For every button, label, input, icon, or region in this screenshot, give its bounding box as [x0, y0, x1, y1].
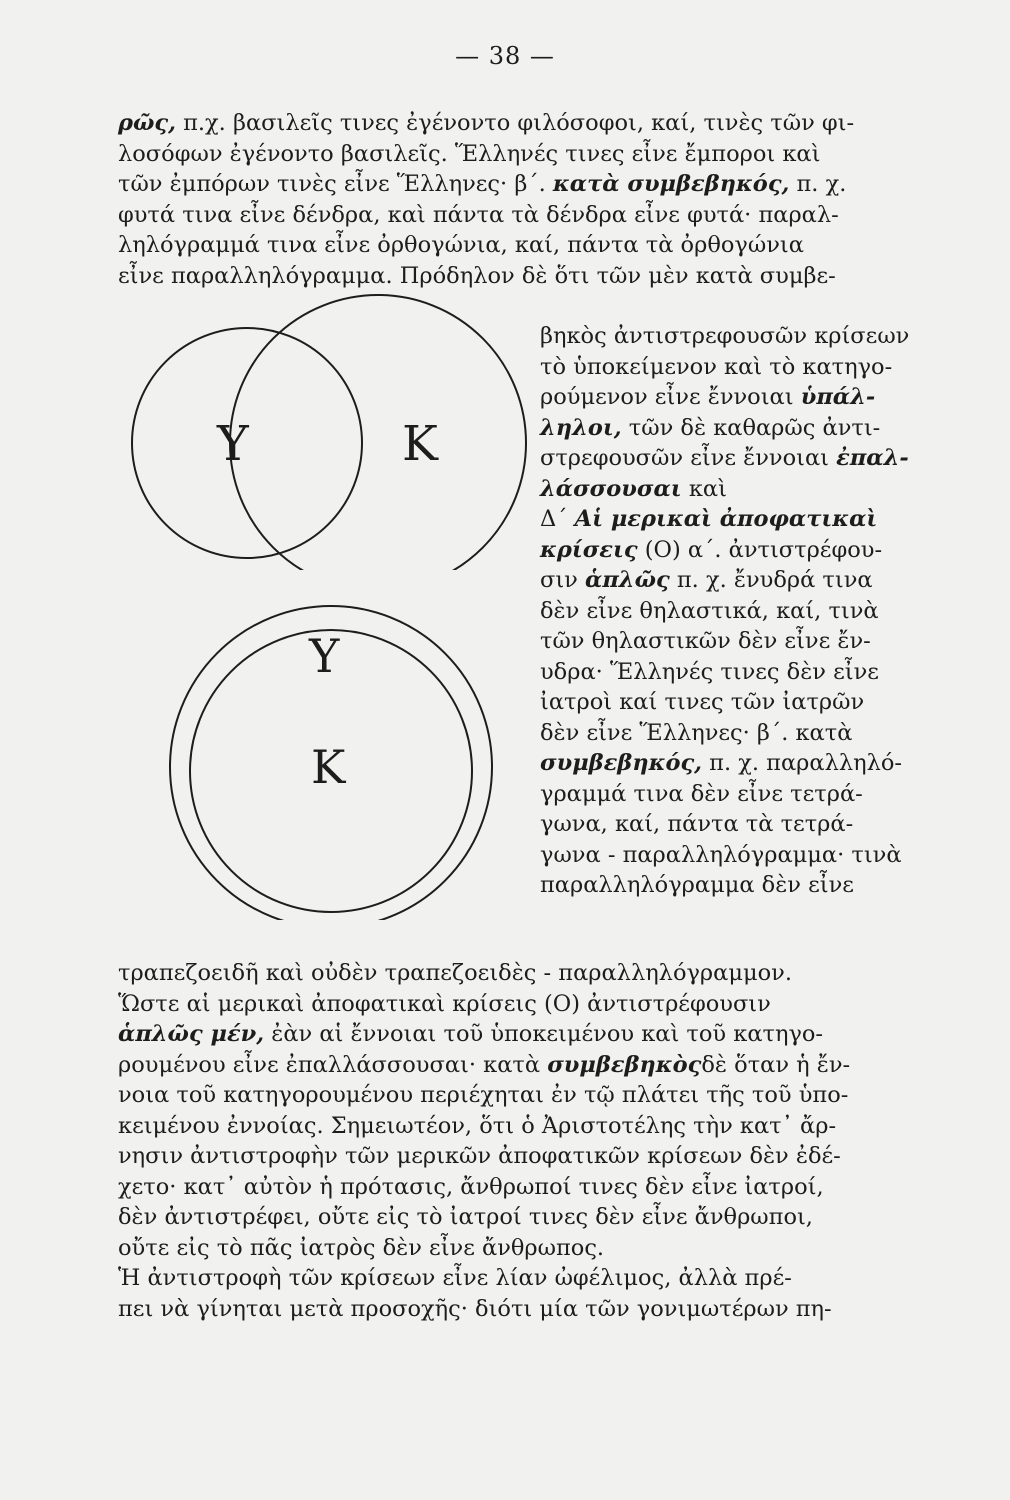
- text-run: π.χ. βασιλεῖς τινες ἐγένοντο φιλόσοφοι, καί, τινὲς τῶν φι-: [175, 110, 855, 136]
- text-line: [118, 962, 792, 985]
- text-line: [540, 386, 875, 409]
- text-line: [540, 475, 727, 502]
- text-line: [118, 1084, 848, 1107]
- text-run: ἐὰν αἱ ἔννοιαι τοῦ ὑποκειμένου καὶ τοῦ κατηγο-: [264, 1021, 824, 1047]
- text-run: νησιν ἀντιστροφὴν τῶν μερικῶν ἀποφατικῶν κρίσεων δὲν ἐδέ-: [118, 1143, 841, 1169]
- text-run: τὸ ὑποκείμενον καὶ τὸ κατηγο-: [540, 353, 893, 380]
- text-line: [118, 1206, 813, 1229]
- text-line: [118, 1173, 824, 1200]
- text-run: ρούμενον εἶνε ἔννοιαι: [540, 384, 801, 410]
- text-run: (Ο) α΄. ἀντιστρέφου-: [637, 536, 883, 563]
- label-k: Κ: [402, 416, 438, 472]
- label-y-outer: Υ: [309, 629, 340, 683]
- text-run: δὲν εἶνε θηλαστικά, καί, τινὰ: [540, 597, 879, 624]
- text-run: λοσόφων ἐγένοντο βασιλεῖς. Ἕλληνές τινες εἶνε ἔμποροι καὶ: [118, 140, 821, 167]
- emphasis-text: Αἱ μερικαὶ ἀποφατικαὶ: [574, 506, 878, 532]
- text-run: γωνα, καί, πάντα τὰ τετρά-: [540, 811, 854, 837]
- text-run: σιν: [540, 567, 586, 593]
- text-run: τῶν ἐμπόρων τινὲς εἶνε Ἕλληνες· β΄.: [118, 171, 553, 197]
- text-line: [118, 1234, 605, 1261]
- text-run: εἶνε παραλληλόγραμμα. Πρόδηλον δὲ ὅτι τῶν μὲν κατὰ συμβε-: [118, 262, 836, 289]
- text-line: [540, 719, 853, 746]
- emphasis-text: ἁπλῶς μέν,: [118, 1021, 265, 1047]
- text-line: [540, 752, 902, 775]
- text-run: τῶν θηλαστικῶν δὲν εἶνε ἔν-: [540, 628, 871, 654]
- text-run: στρεφουσῶν εἶνε ἔννοιαι: [540, 445, 837, 471]
- text-run: τραπεζοειδῆ καὶ οὐδὲν τραπεζοειδὲς - παραλληλόγραμμον.: [118, 960, 792, 986]
- text-line: [540, 630, 871, 653]
- text-line: [118, 1267, 792, 1290]
- text-line: [540, 874, 854, 897]
- text-line: [540, 658, 879, 685]
- text-run: οὔτε εἰς τὸ πᾶς ἰατρὸς δὲν εἶνε ἄνθρωπος.: [118, 1234, 605, 1261]
- label-k-inner: Κ: [311, 740, 346, 794]
- text-line: [118, 1295, 832, 1322]
- text-run: Ἡ ἀντιστροφὴ τῶν κρίσεων εἶνε λίαν ὠφέλιμος, ἀλλὰ πρέ-: [118, 1265, 792, 1291]
- text-line: [540, 691, 864, 714]
- text-run: γραμμά τινα δὲν εἶνε τετρά-: [540, 780, 863, 807]
- text-line: [540, 780, 863, 807]
- text-line: [118, 1112, 837, 1139]
- text-run: δὲν εἶνε Ἕλληνες· β΄. κατὰ: [540, 719, 853, 746]
- text-run: υδρα· Ἕλληνές τινες δὲν εἶνε: [540, 658, 879, 685]
- text-line: [118, 1145, 841, 1168]
- emphasis-text: κρίσεις: [540, 536, 638, 563]
- text-run: πει νὰ γίνηται μετὰ προσοχῆς· διότι μία τῶν γονιμωτέρων πη-: [118, 1295, 832, 1322]
- emphasis-text: συμβεβηκὸς: [547, 1051, 702, 1078]
- emphasis-text: ληλοι,: [540, 414, 622, 441]
- text-run: γωνα - παραλληλόγραμμα· τινὰ: [540, 841, 902, 868]
- text-line: [540, 536, 883, 563]
- text-line: [540, 841, 902, 868]
- text-run: νοια τοῦ κατηγορουμένου περιέχηται ἐν τῷ πλάτει τῆς τοῦ ὑπο-: [118, 1082, 849, 1108]
- emphasis-text: ρῶς,: [118, 110, 176, 136]
- text-run: χετο· κατ᾽ αὐτὸν ἡ πρότασις, ἄνθρωποί τινες δὲν εἶνε ἰατροί,: [118, 1173, 824, 1200]
- text-run: ληλόγραμμά τινα εἶνε ὀρθογώνια, καί, πάντα τὰ ὀρθογώνια: [118, 232, 804, 258]
- text-run: κειμένου ἐννοίας. Σημειωτέον, ὅτι ὁ Ἀριστοτέλης τὴν κατ᾽ ἄρ-: [118, 1112, 837, 1139]
- venn-diagram-nested: [0, 0, 540, 920]
- label-y: Υ: [217, 416, 249, 472]
- text-run: ἰατροὶ καί τινες τῶν ἰατρῶν: [540, 689, 865, 715]
- emphasis-text: λάσσουσαι: [540, 475, 682, 502]
- text-run: παραλληλόγραμμα δὲν εἶνε: [540, 872, 854, 898]
- text-run: καὶ: [681, 475, 727, 502]
- text-run: δὲ ὅταν ἡ ἔν-: [701, 1051, 851, 1078]
- text-line: [540, 325, 909, 348]
- text-line: [118, 1023, 823, 1046]
- text-line: [540, 813, 853, 836]
- text-line: [540, 597, 879, 624]
- text-line: [540, 447, 909, 470]
- text-line: [540, 353, 893, 380]
- text-run: ρουμένου εἶνε ἐπαλλάσσουσαι· κατὰ: [118, 1051, 548, 1078]
- text-run: Ὥστε αἱ μερικαὶ ἀποφατικαὶ κρίσεις (Ο) ἀντιστρέφουσιν: [118, 990, 771, 1017]
- emphasis-text: ἁπλῶς: [585, 567, 670, 593]
- text-run: Δ΄: [540, 506, 575, 532]
- text-run: π. χ. παραλληλό-: [702, 750, 902, 776]
- text-run: τῶν δὲ καθαρῶς ἀντι-: [621, 414, 881, 441]
- text-line: [118, 1051, 851, 1078]
- emphasis-text: συμβεβηκός,: [540, 750, 702, 776]
- page-number: — 38 —: [455, 42, 555, 70]
- text-line: [540, 508, 877, 531]
- text-line: [118, 990, 771, 1017]
- text-run: δὲν ἀντιστρέφει, οὔτε εἰς τὸ ἰατροί τινες δὲν εἶνε ἄνθρωποι,: [118, 1204, 813, 1230]
- text-run: π. χ.: [789, 171, 847, 197]
- emphasis-text: ὑπάλ-: [800, 384, 876, 410]
- text-run: βηκὸς ἀντιστρεφουσῶν κρίσεων: [540, 323, 910, 349]
- text-run: π. χ. ἔνυδρά τινα: [669, 567, 873, 593]
- emphasis-text: ἐπαλ-: [836, 445, 909, 471]
- text-run: φυτά τινα εἶνε δένδρα, καὶ πάντα τὰ δένδρα εἶνε φυτά· παραλ-: [118, 201, 839, 228]
- text-line: [540, 414, 881, 441]
- text-line: [540, 569, 873, 592]
- emphasis-text: κατὰ συμβεβηκός,: [552, 171, 790, 197]
